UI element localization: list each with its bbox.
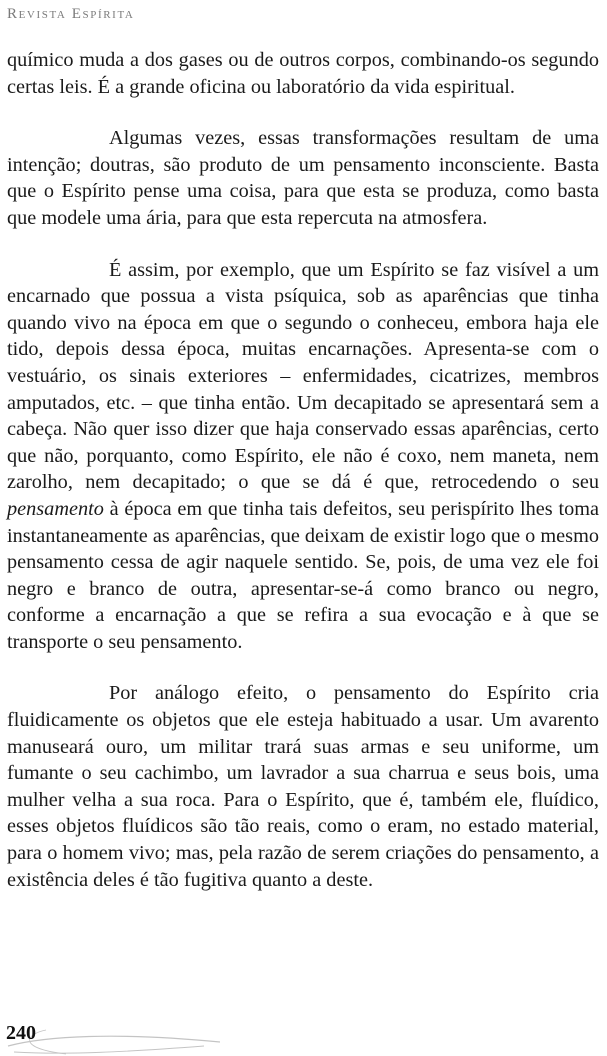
paragraph [7, 257, 599, 656]
page-footer [6, 1022, 226, 1056]
paragraph [7, 125, 599, 231]
paragraph-text: É assim, por exemplo, que um Espírito se faz visível a um encarnado que possua a vista psíquica, sob as aparências que tinha quando vivo na época em que o segundo o conheceu, embora haja ele tido, depois dessa época, muitas encarnações. Apresenta-se com o vestuário, os sinais exteriores – enfermidades, cicatrizes, membros amputados, etc. – que tinha então. Um decapitado se apresentará sem a cabeça. Não quer isso dizer que haja conservado essas aparências, certo que não, porquanto, como Espírito, ele não é coxo, nem maneta, nem zarolho, nem decapitado; o que se dá é que, retrocedendo o seu [7, 258, 599, 494]
paragraph-text: à época em que tinha tais defeitos, seu perispírito lhes toma instantaneamente as aparências, que deixam de existir logo que o mesmo pensamento cessa de agir naquele sentido. Se, pois, de uma vez ele foi negro e branco de outra, apresentar-se-á como branco ou negro, conforme a encarnação a que se refira a sua evocação e à que se transporte o seu pensamento. [7, 497, 599, 653]
paragraph [7, 680, 599, 893]
paragraph-text: Algumas vezes, essas transformações resultam de uma intenção; doutras, são produto de um pensamento inconsciente. Basta que o Espírito pense uma coisa, para que esta se produza, como basta que modele uma ária, para que esta repercuta na atmosfera. [7, 127, 599, 229]
page-number: 240 [6, 1022, 36, 1044]
page-body [7, 47, 599, 893]
paragraph-text: Por análogo efeito, o pensamento do Espírito cria fluidicamente os objetos que ele esteja habituado a usar. Um avarento manuseará ouro, um militar trará suas armas e seu uniforme, um fumante o seu cachimbo, um lavrador a sua charrua e seus bois, uma mulher velha a sua roca. Para o Espírito, que é, também ele, fluídico, esses objetos fluídicos são tão reais, como o eram, no estado material, para o homem vivo; mas, pela razão de serem criações do pensamento, a existência deles é tão fugitiva quanto a deste. [7, 682, 599, 891]
paragraph-text: químico muda a dos gases ou de outros corpos, combinando-os segundo certas leis. É a grande oficina ou laboratório da vida espiritual. [7, 49, 599, 98]
emphasis-text: pensamento [7, 497, 104, 520]
decorative-swoosh-icon [6, 1022, 226, 1056]
running-header: Revista Espírita [7, 6, 135, 22]
continued-paragraph [7, 47, 599, 100]
